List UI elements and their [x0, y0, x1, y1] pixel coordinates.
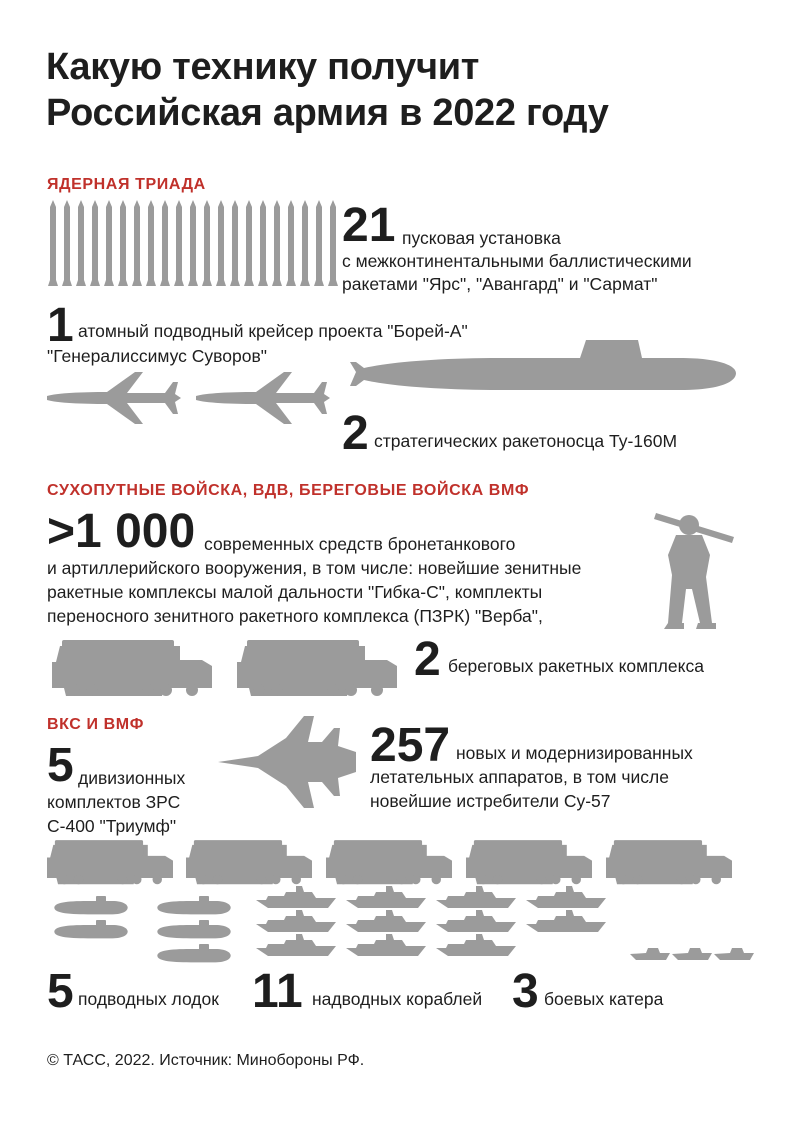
page-title [46, 44, 746, 136]
coastal-count: 2 [414, 633, 441, 686]
footer-source: © ТАСС, 2022. Источник: Минобороны РФ. [47, 1052, 365, 1069]
section-heading-ground: СУХОПУТНЫЕ ВОЙСКА, ВДВ, БЕРЕГОВЫЕ ВОЙСКА ВМФ [47, 482, 530, 499]
missile-icon [48, 200, 338, 290]
ships-text: надводных кораблей [312, 989, 483, 1009]
sub-line-2: "Генералиссимус Суворов" [47, 346, 267, 366]
section-heading-nuclear: ЯДЕРНАЯ ТРИАДА [47, 176, 206, 193]
sub-line-1: атомный подводный крейсер проекта "Борей-А" [78, 321, 468, 341]
warship-icon [256, 886, 336, 908]
missile-icon [258, 200, 268, 286]
missile-icon [160, 200, 170, 286]
s400-line-2: комплектов ЗРС [47, 792, 181, 812]
aircraft-line-2: летательных аппаратов, в том числе [370, 767, 669, 787]
missile-icon [300, 200, 310, 286]
missile-icon [314, 200, 324, 286]
subs-text: подводных лодок [78, 989, 219, 1009]
submarine-icon [47, 920, 135, 940]
warship-icon [256, 934, 336, 956]
missile-icon [230, 200, 240, 286]
aircraft-line-1: новых и модернизированных [456, 743, 693, 763]
bomber-count: 2 [342, 407, 369, 460]
s400-count: 5 [47, 739, 74, 792]
missile-icon [272, 200, 282, 286]
armor-line-4: переносного зенитного ракетного комплекса (ПЗРК) "Верба", [47, 606, 543, 626]
bomber-text: стратегических ракетоносца Ту-160М [374, 431, 678, 451]
bomber-icon [47, 372, 181, 424]
missile-icon [146, 200, 156, 286]
missile-icon [62, 200, 72, 286]
s400-line-1: дивизионных [78, 768, 186, 788]
warship-icon [346, 886, 426, 908]
missile-icon [216, 200, 226, 286]
s400-truck-icon [606, 840, 732, 886]
warship-icon [436, 910, 516, 932]
missile-icon [90, 200, 100, 286]
missile-icon [174, 200, 184, 286]
missile-truck-icon [47, 640, 217, 698]
missile-icon [328, 200, 338, 286]
s400-truck-icon [186, 840, 312, 886]
icbm-count: 21 [342, 199, 396, 252]
warship-icon [436, 934, 516, 956]
boats-text: боевых катера [544, 989, 664, 1009]
icbm-line-2: с межконтинентальными баллистическими [342, 251, 692, 271]
warship-icon [346, 934, 426, 956]
armor-line-3: ракетные комплексы малой дальности "Гибка-С", комплекты [47, 582, 543, 602]
subs-count: 5 [47, 965, 74, 1018]
missile-icon [76, 200, 86, 286]
armor-count: >1 000 [47, 505, 196, 558]
s400-truck-icon [47, 840, 173, 886]
icbm-line-1: пусковая установка [402, 228, 561, 248]
boat-icon [714, 946, 754, 960]
warship-icon [436, 886, 516, 908]
missile-truck-icon [232, 640, 402, 698]
s400-truck-icon [466, 840, 592, 886]
bomber-icon [196, 372, 330, 424]
armor-line-2: и артиллерийского вооружения, в том числе: новейшие зенитные [47, 558, 582, 578]
missile-icon [188, 200, 198, 286]
fighter-jet-icon [218, 712, 358, 812]
boats-count: 3 [512, 965, 539, 1018]
missile-icon [286, 200, 296, 286]
icbm-line-3: ракетами "Ярс", "Авангард" и "Сармат" [342, 274, 658, 294]
ships-count: 11 [252, 965, 303, 1018]
s400-truck-icon [326, 840, 452, 886]
missile-icon [104, 200, 114, 286]
missile-icon [132, 200, 142, 286]
warship-icon [256, 886, 616, 966]
s400-line-3: С-400 "Триумф" [47, 816, 177, 836]
boat-icon [672, 946, 712, 960]
armor-line-1: современных средств бронетанкового [204, 534, 516, 554]
boat-icon [630, 946, 670, 960]
sub-count: 1 [47, 299, 74, 352]
soldier-manpads-icon [654, 505, 744, 635]
aircraft-count: 257 [370, 719, 451, 772]
missile-icon [48, 200, 58, 286]
coastal-text: береговых ракетных комплекса [448, 656, 704, 676]
title-line-1: Какую технику получит [46, 46, 480, 88]
submarine-icon [350, 340, 750, 400]
missile-icon [244, 200, 254, 286]
title-line-2: Российская армия в 2022 году [46, 92, 609, 134]
submarine-icon [150, 920, 238, 940]
submarine-icon [150, 944, 238, 964]
warship-icon [526, 910, 606, 932]
warship-icon [346, 910, 426, 932]
submarine-icon [150, 896, 238, 916]
warship-icon [256, 910, 336, 932]
section-heading-aerospace: ВКС И ВМФ [47, 716, 144, 733]
aircraft-line-3: новейшие истребители Су-57 [370, 791, 611, 811]
missile-icon [202, 200, 212, 286]
submarine-icon [47, 896, 135, 916]
warship-icon [526, 886, 606, 908]
missile-icon [118, 200, 128, 286]
